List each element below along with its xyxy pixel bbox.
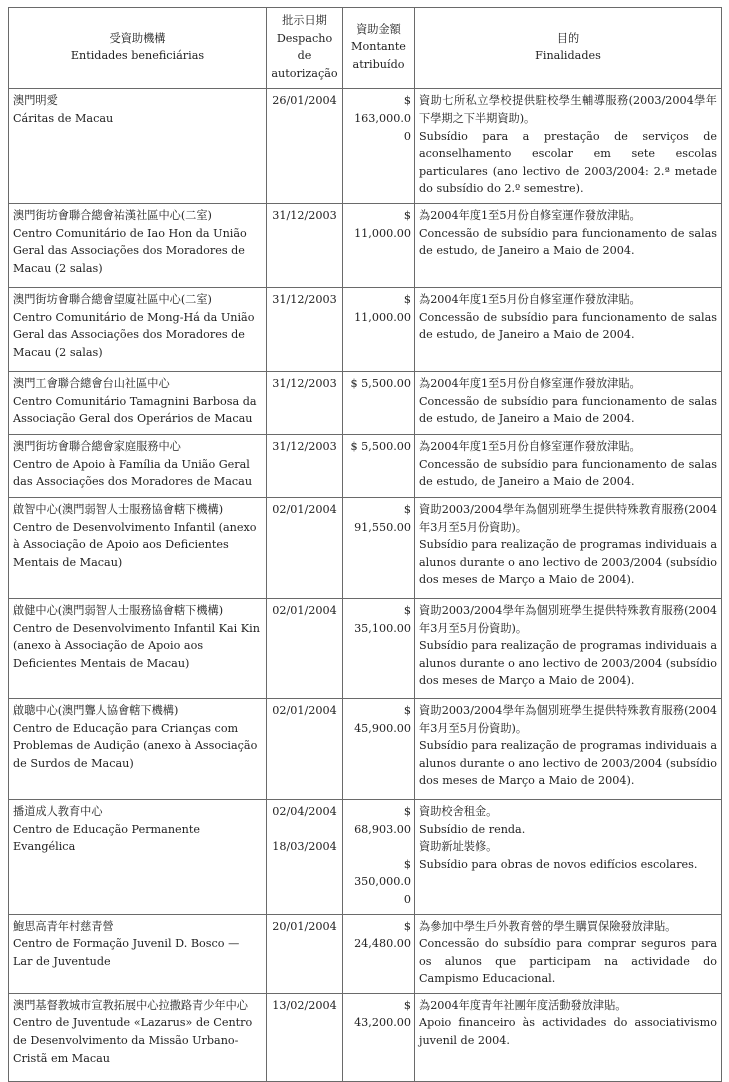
amount-cell bbox=[343, 203, 415, 287]
entity-cell bbox=[9, 698, 267, 799]
amount-cell bbox=[343, 698, 415, 799]
purpose-cell-line: Subsídio para a prestação de serviços de aconselhamento escolar em sete escolas particulares (ano lectivo de 2003/2004: 2.ª metade do subsídio do 2.º semestre). bbox=[419, 129, 717, 196]
amount-cell-line: $ 24,480.00 bbox=[354, 919, 411, 951]
header-amount-line: atribuído bbox=[352, 57, 405, 71]
entity-cell-line: Centro de Juventude «Lazarus» de Centro de Desenvolvimento da Missão Urbano-Cristã em Macau bbox=[13, 1016, 253, 1065]
entity-cell bbox=[9, 89, 267, 204]
entity-cell bbox=[9, 914, 267, 993]
purpose-cell-line: 為參加中學生戶外教育營的學生購買保險發放津貼。 bbox=[419, 919, 677, 933]
date-cell-line: 31/12/2003 bbox=[272, 292, 337, 306]
entity-cell bbox=[9, 287, 267, 371]
purpose-cell-line: Concessão de subsídio para funcionamento de salas de estudo, de Janeiro a Maio de 2004. bbox=[419, 457, 717, 489]
table-row bbox=[9, 371, 722, 434]
header-amount-line: Montante bbox=[351, 40, 406, 54]
table-row bbox=[9, 799, 722, 914]
date-cell-line: 13/02/2004 bbox=[272, 998, 337, 1012]
header-row bbox=[9, 8, 722, 89]
purpose-cell-line: 資助新址裝修。 bbox=[419, 840, 498, 854]
purpose-cell-line: 為2004年度1至5月份自修室運作發放津貼。 bbox=[419, 439, 641, 453]
header-date-line: 批示日期 bbox=[282, 14, 327, 27]
amount-cell bbox=[343, 371, 415, 434]
date-cell-line: 02/04/2004 bbox=[272, 804, 337, 818]
entity-cell bbox=[9, 799, 267, 914]
header-date-line: Despacho de bbox=[276, 31, 333, 63]
table-row bbox=[9, 287, 722, 371]
date-cell bbox=[267, 799, 343, 914]
entity-cell-line: Cáritas de Macau bbox=[13, 111, 114, 125]
date-cell-line: 02/01/2004 bbox=[272, 502, 337, 516]
header-purpose-line: Finalidades bbox=[535, 49, 601, 63]
purpose-cell-line: 為2004年度1至5月份自修室運作發放津貼。 bbox=[419, 376, 641, 390]
entity-cell bbox=[9, 497, 267, 598]
amount-cell-line: $ 91,550.00 bbox=[354, 502, 411, 534]
table-row bbox=[9, 434, 722, 497]
table-row bbox=[9, 698, 722, 799]
date-cell bbox=[267, 371, 343, 434]
date-cell bbox=[267, 89, 343, 204]
purpose-cell-line: Apoio financeiro às actividades do associativismo juvenil de 2004. bbox=[419, 1016, 717, 1048]
header-amount-line: 資助金額 bbox=[356, 22, 401, 36]
purpose-cell-line: 資助2003/2004學年為個別班學生提供特殊教育服務(2004年3月至5月份資助)。 bbox=[419, 603, 717, 635]
entity-cell-line: Centro de Formação Juvenil D. Bosco — Lar de Juventude bbox=[13, 937, 240, 968]
purpose-cell bbox=[415, 993, 722, 1081]
entity-cell-line: Centro Comunitário de Mong-Há da União Geral das Associações dos Moradores de Macau (2 salas) bbox=[13, 310, 255, 359]
entity-cell bbox=[9, 371, 267, 434]
amount-cell bbox=[343, 434, 415, 497]
date-cell bbox=[267, 914, 343, 993]
amount-cell-line: $ 35,100.00 bbox=[354, 603, 411, 635]
purpose-cell bbox=[415, 799, 722, 914]
entity-cell bbox=[9, 203, 267, 287]
table-row bbox=[9, 914, 722, 993]
entity-cell-line: Centro de Apoio à Família da União Geral das Associações dos Moradores de Macau bbox=[13, 457, 253, 489]
date-cell-line: 31/12/2003 bbox=[272, 376, 337, 390]
date-cell bbox=[267, 203, 343, 287]
purpose-cell-line: 為2004年度1至5月份自修室運作發放津貼。 bbox=[419, 292, 641, 306]
amount-cell-line: $ 43,200.00 bbox=[354, 998, 411, 1030]
purpose-cell bbox=[415, 698, 722, 799]
amount-cell-line: $ 5,500.00 bbox=[350, 376, 411, 390]
purpose-cell-line: 為2004年度1至5月份自修室運作發放津貼。 bbox=[419, 208, 641, 222]
amount-cell bbox=[343, 287, 415, 371]
date-cell-line: 31/12/2003 bbox=[272, 208, 337, 222]
entity-cell-line: 啟智中心(澳門弱智人士服務協會轄下機構) bbox=[13, 502, 224, 516]
entity-cell-line: Centro de Educação Permanente Evangélica bbox=[13, 822, 200, 854]
entity-cell-line: 啟聰中心(澳門聾人協會轄下機構) bbox=[13, 703, 179, 717]
amount-cell-line: $ 163,000.00 bbox=[354, 94, 411, 143]
header-purpose bbox=[415, 8, 722, 89]
entity-cell-line: 播道成人教育中心 bbox=[13, 804, 103, 818]
purpose-cell bbox=[415, 434, 722, 497]
entity-cell-line: Centro de Desenvolvimento Infantil (anexo à Associação de Apoio aos Deficientes Mentais de Macau) bbox=[13, 520, 257, 569]
purpose-cell-line: 資助七所私立學校提供駐校學生輔導服務(2003/2004學年下學期之下半期資助)。 bbox=[419, 94, 717, 125]
purpose-cell-line: Concessão de subsídio para funcionamento de salas de estudo, de Janeiro a Maio de 2004. bbox=[419, 226, 717, 258]
purpose-cell bbox=[415, 914, 722, 993]
date-cell bbox=[267, 598, 343, 698]
date-cell-line: 18/03/2004 bbox=[272, 840, 337, 854]
entity-cell-line: Centro de Educação para Crianças com Problemas de Audição (anexo à Associação de Surdos de Macau) bbox=[13, 721, 258, 770]
subsidy-table bbox=[8, 7, 722, 1082]
entity-cell-line: 鮑思高青年村慈青營 bbox=[13, 919, 114, 933]
amount-cell bbox=[343, 89, 415, 204]
entity-cell-line: Centro de Desenvolvimento Infantil Kai Kin (anexo à Associação de Apoio aos Deficientes Mentais de Macau) bbox=[13, 621, 260, 670]
purpose-cell-line: Subsídio de renda. bbox=[419, 822, 526, 836]
purpose-cell-line: Concessão do subsídio para comprar seguros para os alunos que participam na actividade do Campismo Educacional. bbox=[419, 937, 717, 986]
date-cell-line: 02/01/2004 bbox=[272, 703, 337, 717]
amount-cell-line: $ 11,000.00 bbox=[354, 292, 411, 324]
purpose-cell-line: 資助2003/2004學年為個別班學生提供特殊教育服務(2004年3月至5月份資助)。 bbox=[419, 502, 717, 534]
header-date bbox=[267, 8, 343, 89]
purpose-cell-line: 資助校舍租金。 bbox=[419, 804, 498, 818]
date-cell bbox=[267, 698, 343, 799]
date-cell bbox=[267, 497, 343, 598]
table-row bbox=[9, 993, 722, 1081]
amount-cell-line: $ 68,903.00 bbox=[354, 804, 411, 836]
amount-cell bbox=[343, 497, 415, 598]
entity-cell-line: 澳門街坊會聯合總會祐漢社區中心(二室) bbox=[13, 208, 212, 222]
table-row bbox=[9, 89, 722, 204]
header-date-line: autorização bbox=[271, 66, 338, 80]
header-entity bbox=[9, 8, 267, 89]
purpose-cell bbox=[415, 598, 722, 698]
amount-cell bbox=[343, 993, 415, 1081]
entity-cell-line: Centro Comunitário de Iao Hon da União Geral das Associações dos Moradores de Macau (2 salas) bbox=[13, 226, 247, 275]
purpose-cell-line: Subsídio para realização de programas individuais a alunos durante o ano lectivo de 2003/2004 (subsídio dos meses de Março a Maio de 2004). bbox=[419, 639, 717, 688]
date-cell-line: 26/01/2004 bbox=[272, 94, 337, 108]
date-cell-line: 02/01/2004 bbox=[272, 603, 337, 617]
header-purpose-line: 目的 bbox=[556, 31, 580, 45]
amount-cell-line: $ 11,000.00 bbox=[354, 208, 411, 240]
purpose-cell bbox=[415, 371, 722, 434]
purpose-cell-line: 為2004年度青年社團年度活動發放津貼。 bbox=[419, 998, 627, 1012]
purpose-cell-line: Subsídio para obras de novos edifícios escolares. bbox=[419, 857, 698, 871]
amount-cell-line: $ 5,500.00 bbox=[350, 439, 411, 453]
entity-cell-line: Centro Comunitário Tamagnini Barbosa da Associação Geral dos Operários de Macau bbox=[13, 394, 257, 426]
entity-cell bbox=[9, 993, 267, 1081]
purpose-cell bbox=[415, 287, 722, 371]
amount-cell bbox=[343, 598, 415, 698]
amount-cell-line: $ 350,000.00 bbox=[354, 857, 411, 906]
purpose-cell-line: Concessão de subsídio para funcionamento de salas de estudo, de Janeiro a Maio de 2004. bbox=[419, 394, 717, 426]
header-amount bbox=[343, 8, 415, 89]
date-cell-line: 20/01/2004 bbox=[272, 919, 337, 933]
purpose-cell-line: Subsídio para realização de programas individuais a alunos durante o ano lectivo de 2003/2004 (subsídio dos meses de Março a Maio de 2004). bbox=[419, 739, 717, 788]
entity-cell-line: 澳門明愛 bbox=[13, 94, 58, 108]
purpose-cell-line: Concessão de subsídio para funcionamento de salas de estudo, de Janeiro a Maio de 2004. bbox=[419, 310, 717, 342]
amount-cell-line: $ 45,900.00 bbox=[354, 703, 411, 735]
amount-cell bbox=[343, 799, 415, 914]
entity-cell-line: 啟健中心(澳門弱智人士服務協會轄下機構) bbox=[13, 603, 224, 617]
purpose-cell bbox=[415, 89, 722, 204]
date-cell-line: 31/12/2003 bbox=[272, 439, 337, 453]
table-row bbox=[9, 497, 722, 598]
amount-cell-line bbox=[347, 838, 411, 856]
purpose-cell bbox=[415, 203, 722, 287]
purpose-cell-line: 資助2003/2004學年為個別班學生提供特殊教育服務(2004年3月至5月份資助)。 bbox=[419, 703, 717, 735]
date-cell bbox=[267, 434, 343, 497]
table-row bbox=[9, 203, 722, 287]
entity-cell-line: 澳門街坊會聯合總會家庭服務中心 bbox=[13, 439, 181, 453]
amount-cell bbox=[343, 914, 415, 993]
date-cell bbox=[267, 287, 343, 371]
entity-cell-line: 澳門街坊會聯合總會望廈社區中心(二室) bbox=[13, 292, 212, 306]
date-cell-line bbox=[271, 821, 338, 839]
entity-cell bbox=[9, 434, 267, 497]
purpose-cell-line: Subsídio para realização de programas individuais a alunos durante o ano lectivo de 2003/2004 (subsídio dos meses de Março a Maio de 2004). bbox=[419, 538, 717, 587]
date-cell bbox=[267, 993, 343, 1081]
entity-cell bbox=[9, 598, 267, 698]
purpose-cell bbox=[415, 497, 722, 598]
entity-cell-line: 澳門基督教城市宣教拓展中心拉撒路青少年中心 bbox=[13, 998, 248, 1012]
entity-cell-line: 澳門工會聯合總會台山社區中心 bbox=[13, 376, 170, 390]
table-row bbox=[9, 598, 722, 698]
header-entity-line: Entidades beneficiárias bbox=[70, 49, 205, 63]
header-entity-line: 受資助機構 bbox=[109, 31, 166, 45]
